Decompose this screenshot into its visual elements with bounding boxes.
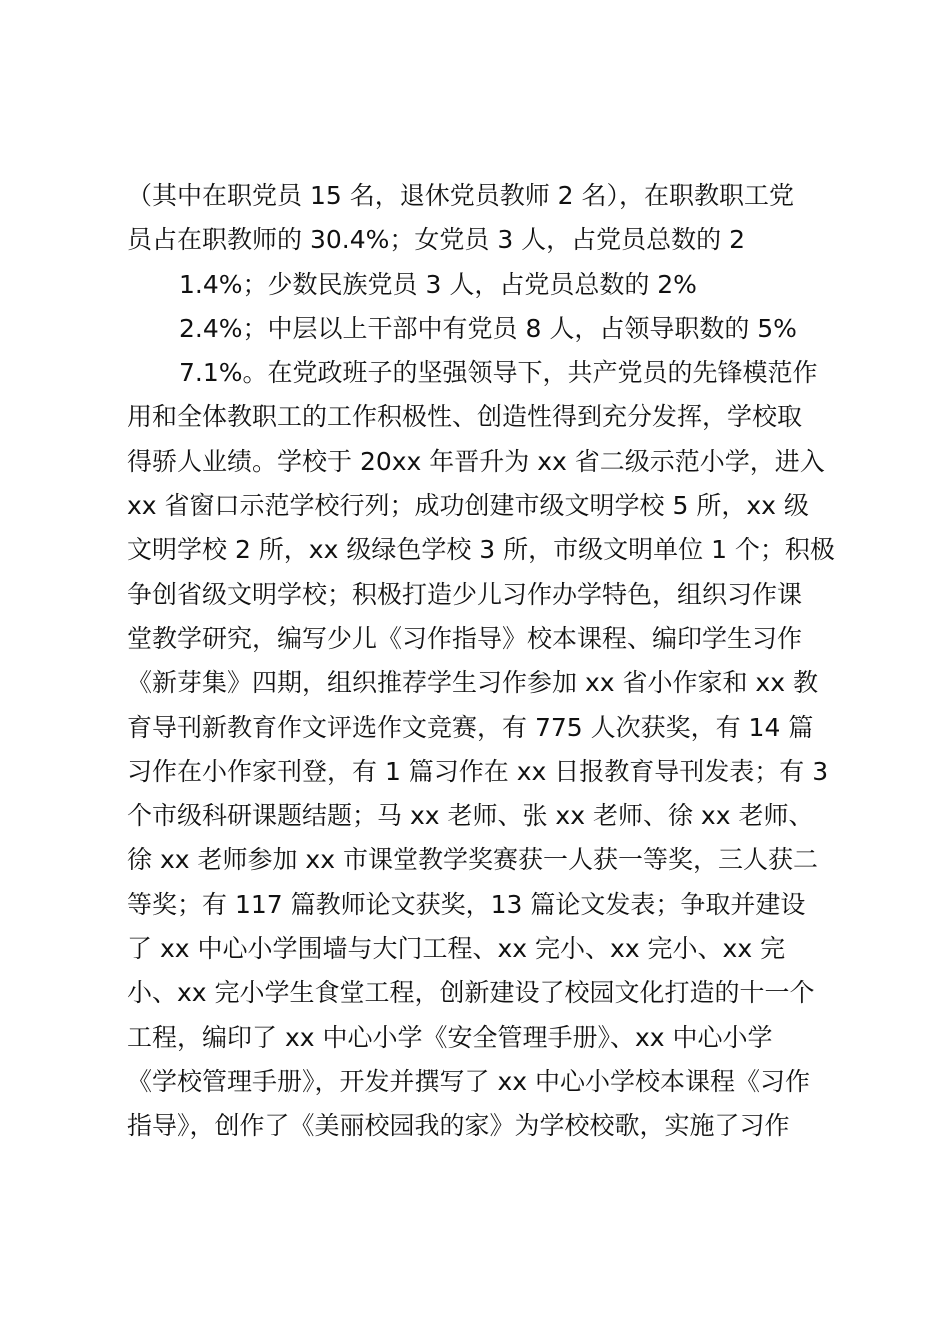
- text-line: 堂教学研究，编写少儿《习作指导》校本课程、编印学生习作: [127, 623, 803, 653]
- text-line: 徐 xx 老师参加 xx 市课堂教学奖赛获一人获一等奖，三人获二: [127, 845, 818, 875]
- text-line: 等奖；有 117 篇教师论文获奖，13 篇论文发表；争取并建设: [127, 889, 806, 919]
- text-line: 得骄人业绩。学校于 20xx 年晋升为 xx 省二级示范小学，进入: [127, 446, 825, 476]
- text-line: 1.4%；少数民族党员 3 人，占党员总数的 2%: [179, 269, 697, 299]
- text-line: 《学校管理手册》，开发并撰写了 xx 中心小学校本课程《习作: [127, 1066, 810, 1096]
- text-line: 个市级科研课题结题；马 xx 老师、张 xx 老师、徐 xx 老师、: [127, 801, 814, 831]
- text-line: 《新芽集》四期，组织推荐学生习作参加 xx 省小作家和 xx 教: [127, 668, 818, 698]
- text-line: 7.1%。在党政班子的坚强领导下，共产党员的先锋模范作: [179, 358, 818, 388]
- text-line: 工程，编印了 xx 中心小学《安全管理手册》、xx 中心小学: [127, 1022, 773, 1052]
- text-line: 争创省级文明学校；积极打造少儿习作办学特色，组织习作课: [127, 579, 803, 609]
- text-line: 员占在职教师的 30.4%；女党员 3 人，占党员总数的 2: [127, 225, 746, 255]
- text-line: 用和全体教职工的工作积极性、创造性得到充分发挥，学校取: [127, 402, 803, 432]
- text-line: 2.4%；中层以上干部中有党员 8 人，占领导职数的 5%: [179, 313, 797, 343]
- text-line: 文明学校 2 所，xx 级绿色学校 3 所，市级文明单位 1 个；积极: [127, 535, 835, 565]
- text-line: 育导刊新教育作文评选作文竞赛，有 775 人次获奖，有 14 篇: [127, 712, 814, 742]
- text-line: （其中在职党员 15 名，退休党员教师 2 名），在职教职工党: [127, 181, 795, 210]
- text-line: 了 xx 中心小学围墙与大门工程、xx 完小、xx 完小、xx 完: [127, 934, 786, 964]
- text-line: 习作在小作家刊登，有 1 篇习作在 xx 日报教育导刊发表；有 3: [127, 756, 829, 786]
- text-line: 指导》，创作了《美丽校园我的家》为学校校歌，实施了习作: [127, 1111, 790, 1141]
- text-line: xx 省窗口示范学校行列；成功创建市级文明学校 5 所，xx 级: [127, 491, 809, 521]
- body-text: [127, 174, 847, 1149]
- text-line: 小、xx 完小学生食堂工程，创新建设了校园文化打造的十一个: [127, 978, 815, 1008]
